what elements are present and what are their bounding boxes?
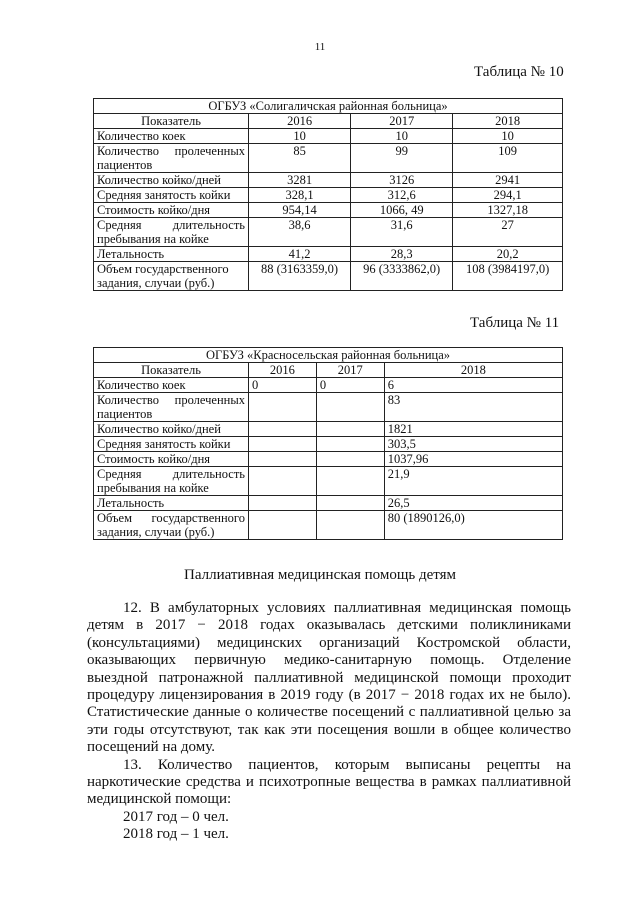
cell-2018: 80 (1890126,0) (384, 511, 562, 540)
table-11-caption: Таблица № 11 (470, 315, 560, 331)
table-row (94, 144, 563, 173)
header-cell: 2017 (316, 363, 384, 378)
cell-2017: 1066, 49 (351, 203, 453, 218)
table-10-caption: Таблица № 10 (474, 64, 564, 80)
row-label: Количество койко/дней (94, 422, 249, 437)
cell-2018: 6 (384, 378, 562, 393)
row-label: Средняя занятость койки (94, 437, 249, 452)
header-cell: 2018 (384, 363, 562, 378)
table-row (94, 188, 563, 203)
section-heading: Паллиативная медицинская помощь детям (183, 567, 457, 583)
cell-2018: 108 (3984197,0) (453, 262, 563, 291)
cell-2016: 41,2 (249, 247, 351, 262)
table-row (94, 203, 563, 218)
cell-2017: 312,6 (351, 188, 453, 203)
line-2017: 2017 год – 0 чел. (123, 808, 229, 825)
header-cell: 2016 (249, 363, 317, 378)
table-row (94, 173, 563, 188)
row-label: Стоимость койко/дня (94, 203, 249, 218)
cell-2016: 88 (3163359,0) (249, 262, 351, 291)
cell-2018: 21,9 (384, 467, 562, 496)
cell-2017 (316, 393, 384, 422)
table-10-organization: ОГБУЗ «Солигаличская районная больница» (94, 99, 563, 114)
row-label: Объем государственного задания, случаи (руб.) (94, 511, 249, 540)
header-cell: 2018 (453, 114, 563, 129)
table-10-header-row (94, 114, 563, 129)
table-10 (93, 98, 563, 291)
row-label: Количество пролеченных пациентов (94, 144, 249, 173)
cell-2017 (316, 437, 384, 452)
cell-2016: 85 (249, 144, 351, 173)
table-row (94, 393, 563, 422)
row-label: Средняя длительность пребывания на койке (94, 467, 249, 496)
table-row (94, 452, 563, 467)
table-row (94, 218, 563, 247)
cell-2017: 96 (3333862,0) (351, 262, 453, 291)
cell-2017 (316, 452, 384, 467)
row-label: Количество коек (94, 129, 249, 144)
header-cell: 2016 (249, 114, 351, 129)
table-row (94, 247, 563, 262)
header-cell: Показатель (94, 114, 249, 129)
cell-2016 (249, 422, 317, 437)
cell-2016 (249, 452, 317, 467)
row-label: Летальность (94, 247, 249, 262)
cell-2017: 28,3 (351, 247, 453, 262)
row-label: Стоимость койко/дня (94, 452, 249, 467)
paragraph-12: 12. В амбулаторных условиях паллиативная медицинская помощь детям в 2017 − 2018 годах оказывалась детскими поликлиниками (консультациями) медицинских организаций Костромской области, оказывающих первичную медико-санитарную помощь. Отделение выездной патронажной паллиативной медицинской помощи проходит процедуру лицензирования в 2019 году (в 2017 − 2018 годах их не было). Статистические данные о количестве посещений с паллиативной целью за эти годы отсутствуют, так как эти посещения вошли в общее количество посещений на дому. (87, 600, 571, 756)
cell-2016 (249, 393, 317, 422)
cell-2017 (316, 422, 384, 437)
cell-2016: 954,14 (249, 203, 351, 218)
cell-2017 (316, 496, 384, 511)
table-row (94, 262, 563, 291)
cell-2018: 294,1 (453, 188, 563, 203)
cell-2017: 99 (351, 144, 453, 173)
table-11-organization: ОГБУЗ «Красносельская районная больница» (94, 348, 563, 363)
table-row (94, 467, 563, 496)
header-cell: Показатель (94, 363, 249, 378)
cell-2018: 26,5 (384, 496, 562, 511)
cell-2018: 10 (453, 129, 563, 144)
cell-2018: 1821 (384, 422, 562, 437)
header-cell: 2017 (351, 114, 453, 129)
paragraph-13: 13. Количество пациентов, которым выписаны рецепты на наркотические средства и психотропные вещества в рамках паллиативной медицинской помощи: (87, 756, 571, 808)
cell-2016 (249, 511, 317, 540)
cell-2016: 0 (249, 378, 317, 393)
cell-2018: 1327,18 (453, 203, 563, 218)
body-text (87, 600, 571, 844)
table-row (94, 511, 563, 540)
cell-2018: 303,5 (384, 437, 562, 452)
row-label: Количество пролеченных пациентов (94, 393, 249, 422)
cell-2017 (316, 511, 384, 540)
page-number: 11 (314, 41, 326, 53)
cell-2018: 83 (384, 393, 562, 422)
cell-2018: 20,2 (453, 247, 563, 262)
cell-2016: 3281 (249, 173, 351, 188)
row-label: Объем государственного задания, случаи (руб.) (94, 262, 249, 291)
table-row (94, 496, 563, 511)
cell-2018: 27 (453, 218, 563, 247)
cell-2016: 328,1 (249, 188, 351, 203)
cell-2017: 31,6 (351, 218, 453, 247)
table-11 (93, 347, 563, 540)
row-label: Количество койко/дней (94, 173, 249, 188)
table-row (94, 378, 563, 393)
row-label: Средняя занятость койки (94, 188, 249, 203)
table-row (94, 129, 563, 144)
cell-2016: 10 (249, 129, 351, 144)
row-label: Количество коек (94, 378, 249, 393)
cell-2018: 109 (453, 144, 563, 173)
cell-2018: 2941 (453, 173, 563, 188)
cell-2017: 3126 (351, 173, 453, 188)
row-label: Средняя длительность пребывания на койке (94, 218, 249, 247)
table-row (94, 422, 563, 437)
cell-2016: 38,6 (249, 218, 351, 247)
table-row (94, 437, 563, 452)
cell-2016 (249, 467, 317, 496)
row-label: Летальность (94, 496, 249, 511)
cell-2017: 10 (351, 129, 453, 144)
cell-2017 (316, 467, 384, 496)
line-2018: 2018 год – 1 чел. (123, 826, 229, 843)
cell-2016 (249, 437, 317, 452)
table-11-header-row (94, 363, 563, 378)
cell-2018: 1037,96 (384, 452, 562, 467)
cell-2016 (249, 496, 317, 511)
cell-2017: 0 (316, 378, 384, 393)
